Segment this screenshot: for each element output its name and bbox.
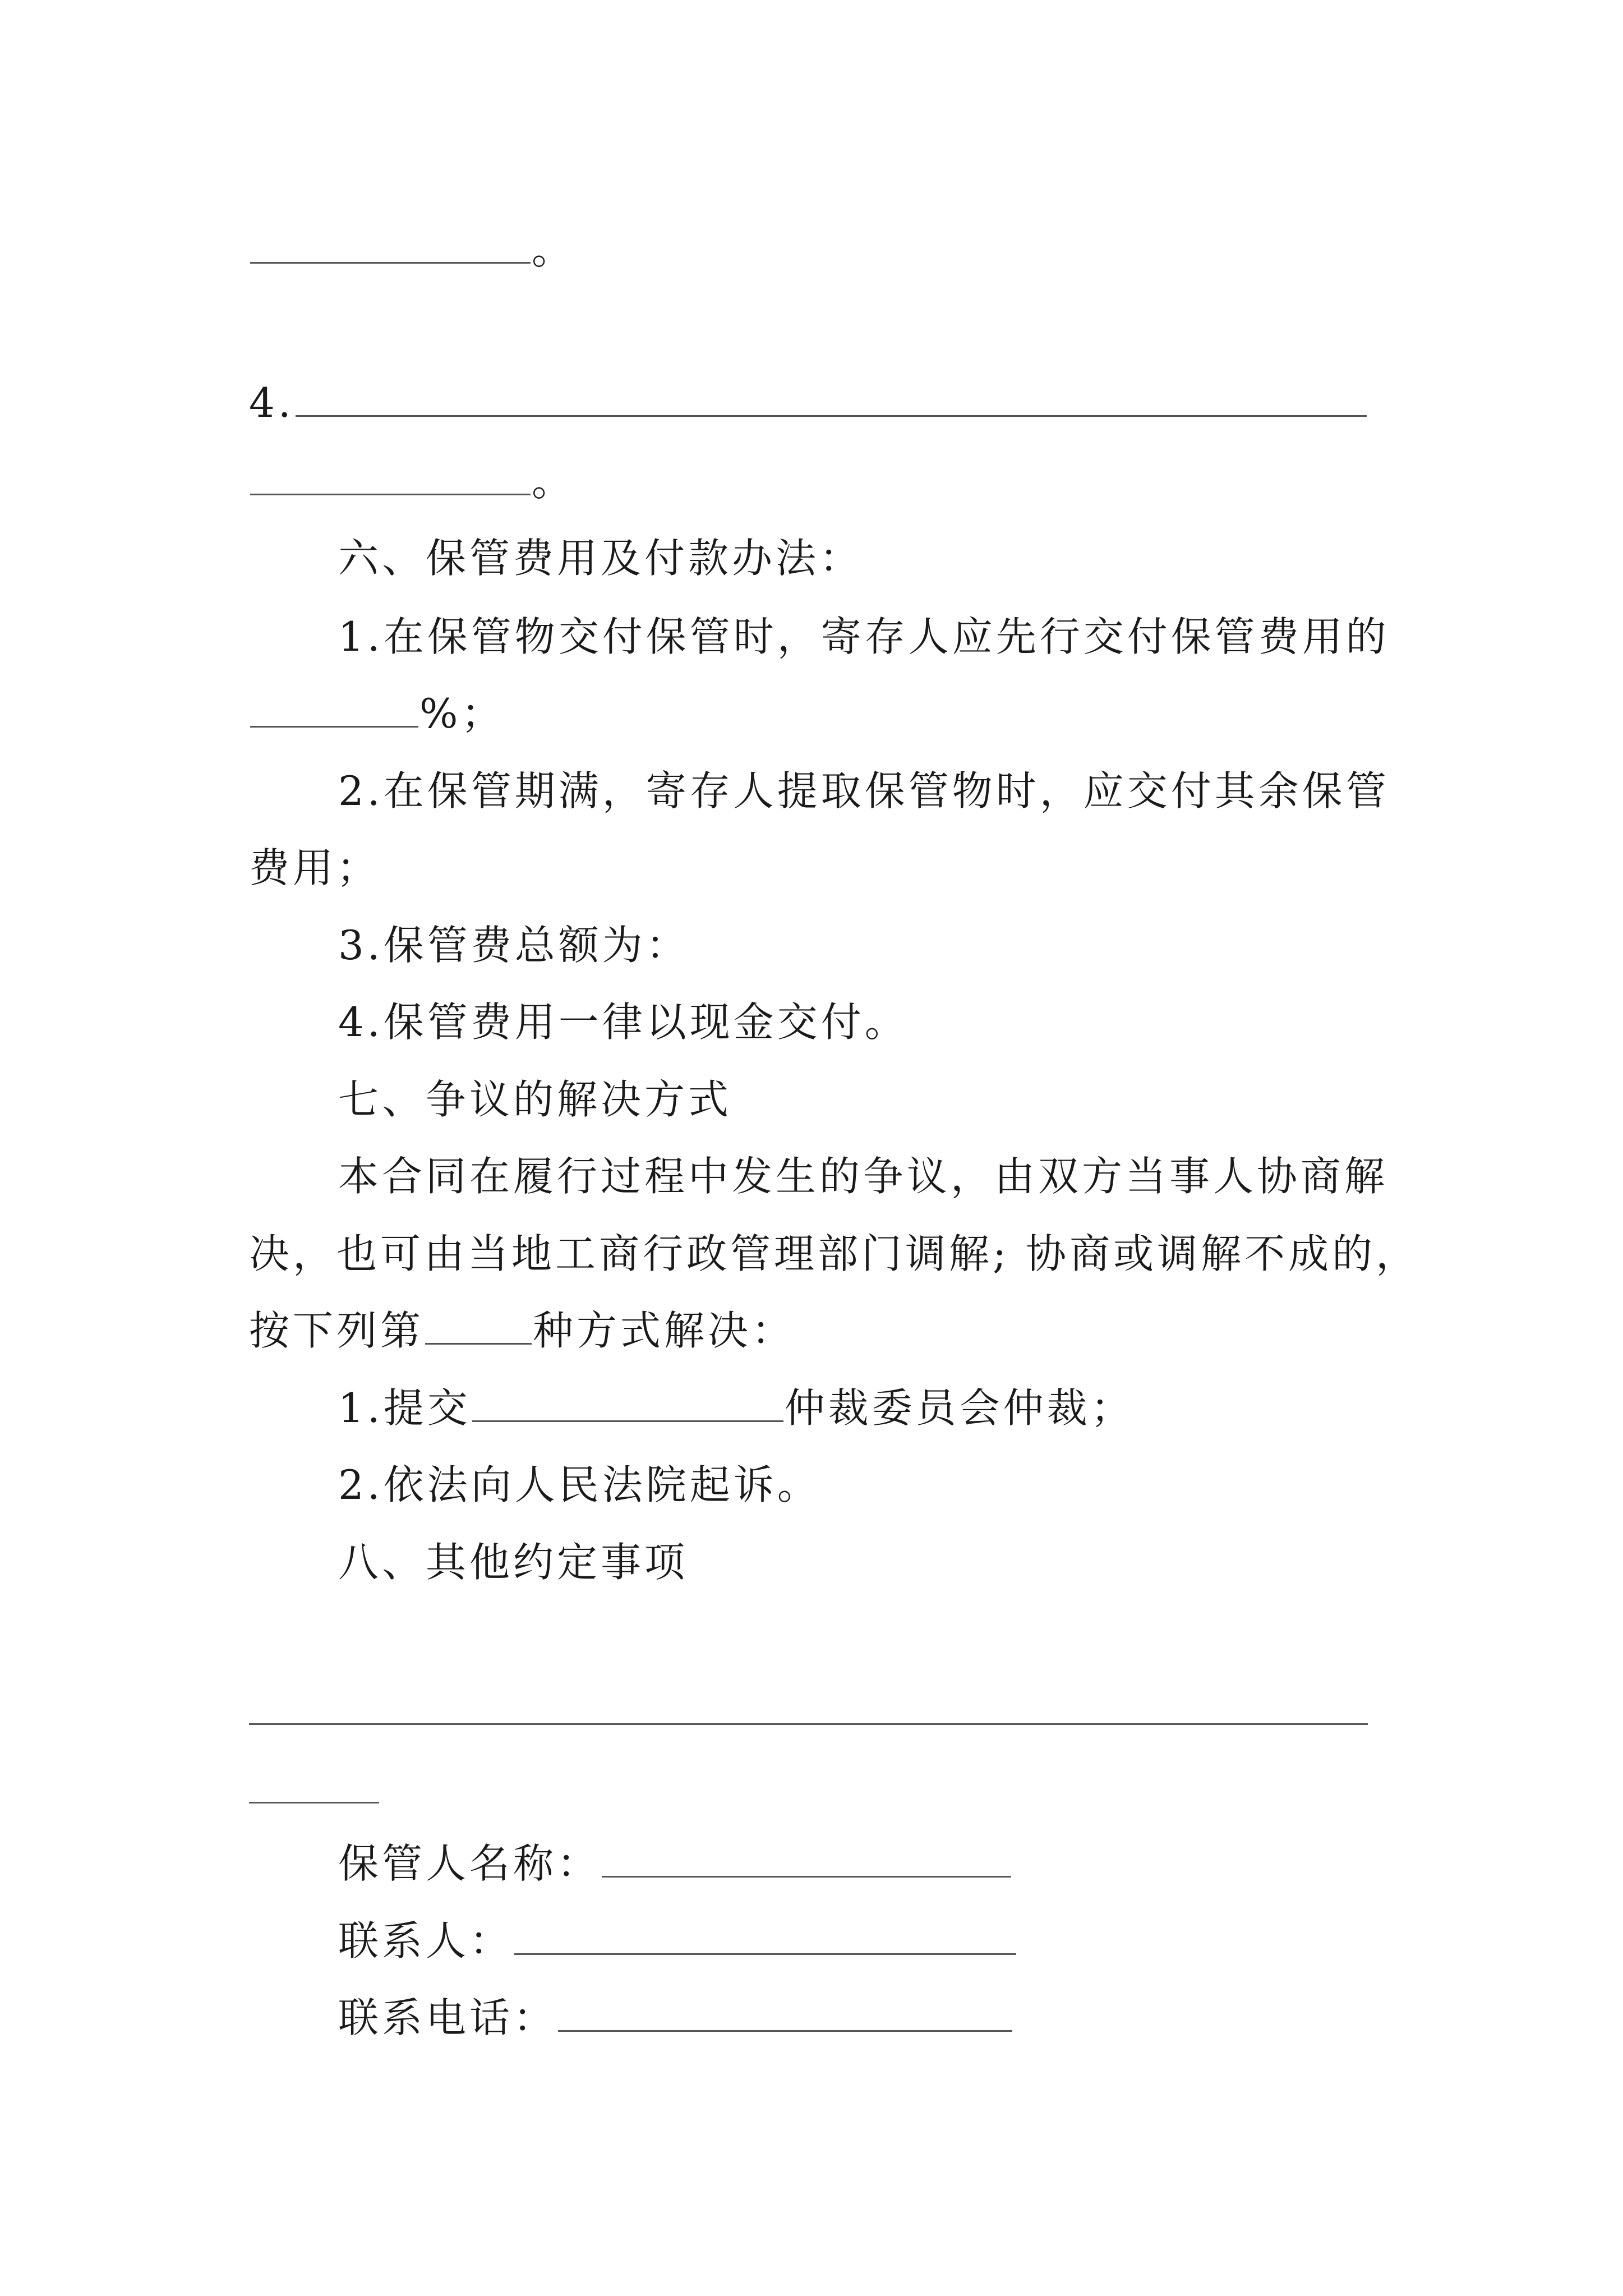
section-7-option-1	[338, 1380, 1135, 1436]
blank-field[interactable]	[250, 256, 531, 264]
custodian-name-blank[interactable]	[602, 1870, 1011, 1878]
method-suffix: 种方式解决：	[533, 1307, 796, 1354]
other-matters-blank-line-1[interactable]	[249, 1723, 1368, 1725]
contact-person-blank[interactable]	[514, 1948, 1016, 1955]
blank-field[interactable]	[296, 409, 1367, 417]
other-matters-blank-line-2[interactable]	[249, 1802, 379, 1803]
contact-phone-row	[338, 1990, 1013, 2046]
section-7-paragraph-line-3	[249, 1303, 795, 1359]
period-text: 。	[532, 458, 576, 505]
section-6-item-1-line-2	[249, 685, 505, 742]
arbitration-committee-blank[interactable]	[472, 1415, 783, 1422]
section-8-heading: 八、其他约定事项	[338, 1539, 689, 1586]
contact-phone-blank[interactable]	[558, 2024, 1012, 2032]
section-6-item-1-line-1: 1.在保管物交付保管时，寄存人应先行交付保管费用的	[338, 613, 1390, 660]
contact-person-label: 联系人：	[338, 1917, 514, 1964]
section-7-paragraph-line-2: 决，也可由当地工商行政管理部门调解; 协商或调解不成的，	[249, 1230, 1420, 1277]
arbitration-prefix: 1.提交	[338, 1384, 471, 1432]
section-6-item-4: 4.保管费用一律以现金交付。	[338, 999, 909, 1046]
section-6-item-2-line-2: 费用；	[249, 844, 381, 891]
section-6-item-2-line-1: 2.在保管期满，寄存人提取保管物时，应交付其余保管	[338, 767, 1390, 815]
section-7-heading: 七、争议的解决方式	[338, 1076, 732, 1123]
fill-line-continuation-1	[249, 222, 575, 278]
section-7-option-2: 2.依法向人民法院起诉。	[338, 1461, 821, 1508]
arbitration-suffix: 仲裁委员会仲裁；	[784, 1384, 1135, 1432]
custodian-name-label: 保管人名称：	[338, 1840, 601, 1887]
method-number-blank[interactable]	[425, 1337, 532, 1345]
fill-line-continuation-2	[249, 453, 575, 509]
section-6-item-3: 3.保管费总额为：	[338, 922, 690, 969]
section-6-heading: 六、保管费用及付款办法：	[338, 535, 864, 582]
contact-person-row	[338, 1913, 1017, 1969]
percentage-blank[interactable]	[250, 720, 418, 728]
section-7-paragraph-line-1: 本合同在履行过程中发生的争议，由双方当事人协商解	[338, 1153, 1389, 1200]
method-prefix: 按下列第	[249, 1307, 425, 1354]
item-number: 4.	[249, 379, 294, 426]
fill-line-item-4	[249, 375, 1368, 431]
blank-field[interactable]	[250, 488, 531, 495]
percent-suffix: %；	[419, 690, 505, 737]
custodian-name-row	[338, 1835, 1012, 1892]
period-text: 。	[532, 226, 576, 273]
contact-phone-label: 联系电话：	[338, 1994, 557, 2041]
